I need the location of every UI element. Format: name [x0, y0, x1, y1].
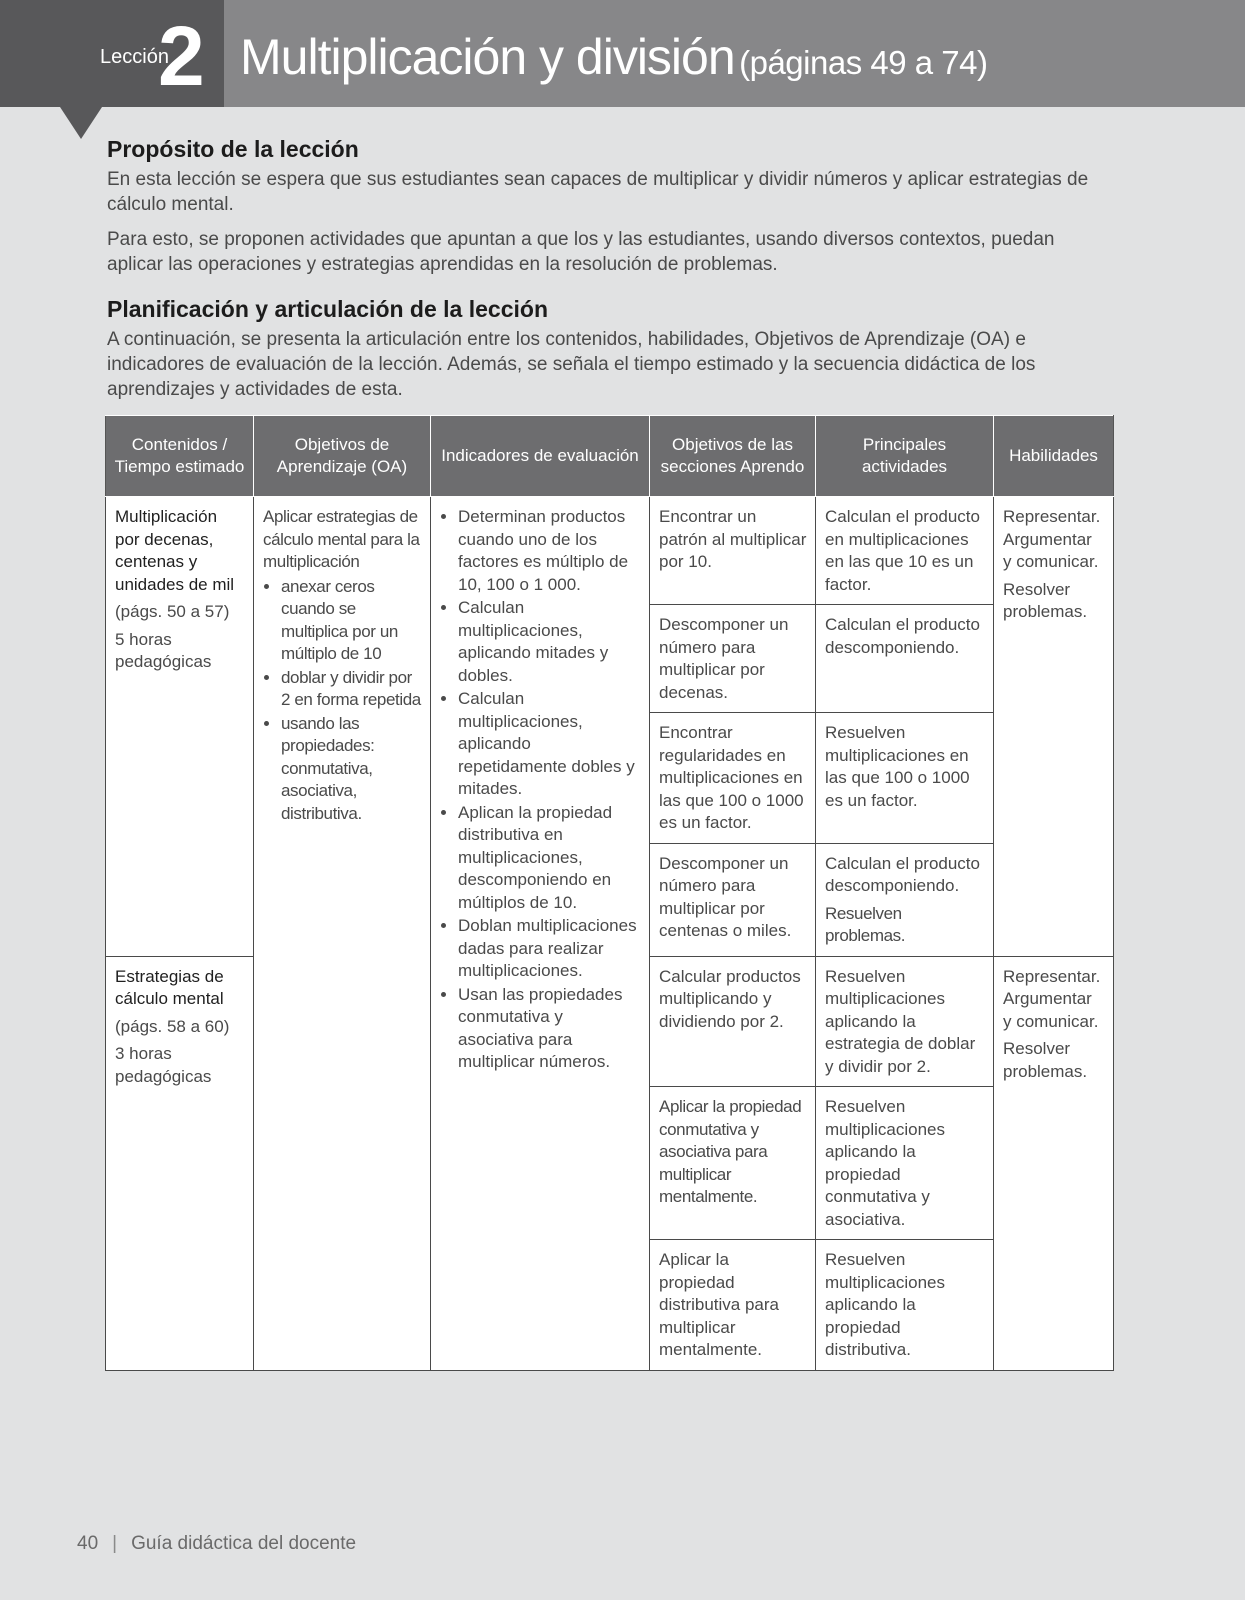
oa-cell — [254, 497, 431, 1371]
content-pages: (págs. 58 a 60) — [115, 1016, 230, 1036]
page-number: 40 — [77, 1533, 99, 1554]
content-pages: (págs. 50 a 57) — [115, 602, 230, 621]
planning-heading: Planificación y articulación de la lección — [107, 296, 548, 322]
skill-item: Argumentar y comunicar. — [1003, 529, 1099, 571]
list-item: • Doblan multiplicaciones dadas para realizar multiplicaciones. — [458, 915, 641, 983]
activity-cell: Resuelven multiplicaciones aplicando la propiedad distributiva. — [816, 1240, 994, 1371]
table-row — [106, 497, 1114, 605]
activity-cell: Calculan el producto descomponiendo. — [816, 605, 994, 713]
planning-paragraph: A continuación, se presenta la articulación entre los contenidos, habilidades, Objetivos de Aprendizaje (OA) e indicadores de evaluación de la lección. Además, se señala el tiempo estimado y la secuencia didáctica de los aprendizajes y actividades de esta. — [107, 329, 1036, 400]
lesson-label: Lección — [100, 46, 169, 68]
activity-text: Calculan el producto descomponiendo. — [825, 853, 980, 895]
list-item: • Calculan multiplicaciones, aplicando mitades y dobles. — [458, 597, 641, 687]
skills-cell-1 — [994, 497, 1114, 957]
skills-cell-2 — [994, 956, 1114, 1370]
content-cell-1 — [106, 497, 254, 957]
list-item: • Calculan multiplicaciones, aplicando repetidamente dobles y mitades. — [458, 688, 641, 801]
objective-cell: Encontrar regularidades en multiplicaciones en las que 100 o 1000 es un factor. — [650, 713, 816, 844]
lesson-title-main: Multiplicación y división — [240, 29, 735, 85]
activity-cell: Resuelven multiplicaciones aplicando la estrategia de doblar y dividir por 2. — [816, 956, 994, 1087]
header-tab-marker — [60, 107, 102, 139]
header-indicators: Indicadores de evaluación — [431, 416, 650, 497]
header-oa: Objetivos de Aprendizaje (OA) — [254, 416, 431, 497]
lesson-planning-table — [105, 415, 1114, 1371]
lesson-title-pages: (páginas 49 a 74) — [739, 44, 988, 81]
purpose-paragraph-1: En esta lección se espera que sus estudiantes sean capaces de multiplicar y dividir números y aplicar estrategias de cálculo mental. — [107, 169, 1089, 215]
header-contents: Contenidos / Tiempo estimado — [106, 416, 254, 497]
list-item: • Usan las propiedades conmutativa y asociativa para multiplicar números. — [458, 984, 641, 1074]
header-skills: Habilidades — [994, 416, 1114, 497]
skill-item: Representar. — [1003, 966, 1101, 986]
header-section-objectives: Objetivos de las secciones Aprendo — [650, 416, 816, 497]
objective-cell: Aplicar la propiedad distributiva para multiplicar mentalmente. — [650, 1240, 816, 1371]
content-time: 5 horas pedagógicas — [115, 629, 212, 671]
oa-intro: Aplicar estrategias de cálculo mental para la multiplicación — [263, 507, 420, 571]
activity-cell: Resuelven multiplicaciones aplicando la propiedad conmutativa y asociativa. — [816, 1087, 994, 1240]
indicators-cell — [431, 497, 650, 1371]
list-item: • usando las propiedades: conmutativa, asociativa, distributiva. — [281, 713, 422, 826]
list-item: • doblar y dividir por 2 en forma repetida — [281, 667, 422, 712]
skill-item: Resolver problemas. — [1003, 1039, 1088, 1081]
page-footer — [77, 1533, 356, 1555]
objective-cell: Aplicar la propiedad conmutativa y asociativa para multiplicar mentalmente. — [650, 1087, 816, 1240]
skill-item: Argumentar y comunicar. — [1003, 989, 1099, 1031]
objective-cell: Calcular productos multiplicando y dividiendo por 2. — [650, 956, 816, 1087]
oa-list — [263, 576, 422, 826]
lesson-title — [240, 28, 987, 86]
activity-cell — [816, 843, 994, 956]
objective-cell: Encontrar un patrón al multiplicar por 10. — [650, 497, 816, 605]
purpose-paragraph-2: Para esto, se proponen actividades que apuntan a que los y las estudiantes, usando diversos contextos, puedan aplicar las operaciones y estrategias aprendidas en la resolución de problemas. — [107, 229, 1055, 275]
footer-text: Guía didáctica del docente — [131, 1533, 357, 1554]
objective-cell: Descomponer un número para multiplicar por decenas. — [650, 605, 816, 713]
footer-separator: | — [112, 1533, 118, 1554]
activity-text-2: Resuelven problemas. — [825, 903, 906, 945]
header-activities: Principales actividades — [816, 416, 994, 497]
skill-item: Representar. — [1003, 507, 1101, 526]
intro-content — [107, 135, 1115, 412]
skill-item: Resolver problemas. — [1003, 579, 1088, 621]
indicators-list — [440, 506, 641, 1074]
activity-cell: Resuelven multiplicaciones en las que 100 o 1000 es un factor. — [816, 713, 994, 844]
table-header-row — [106, 416, 1114, 497]
objective-cell: Descomponer un número para multiplicar por centenas o miles. — [650, 843, 816, 956]
content-title: Multiplicación por decenas, centenas y unidades de mil — [115, 507, 235, 594]
lesson-number: 2 — [158, 9, 205, 103]
list-item: • anexar ceros cuando se multiplica por un múltiplo de 10 — [281, 576, 422, 666]
content-time: 3 horas pedagógicas — [115, 1044, 212, 1086]
list-item: • Aplican la propiedad distributiva en multiplicaciones, descomponiendo en múltiplos de 10. — [458, 802, 641, 915]
purpose-heading: Propósito de la lección — [107, 136, 359, 162]
list-item: • Determinan productos cuando uno de los factores es múltiplo de 10, 100 o 1 000. — [458, 506, 641, 596]
activity-cell: Calculan el producto en multiplicaciones en las que 10 es un factor. — [816, 497, 994, 605]
content-cell-2 — [106, 956, 254, 1370]
lesson-header — [0, 0, 1245, 107]
content-title: Estrategias de cálculo mental — [115, 966, 224, 1008]
